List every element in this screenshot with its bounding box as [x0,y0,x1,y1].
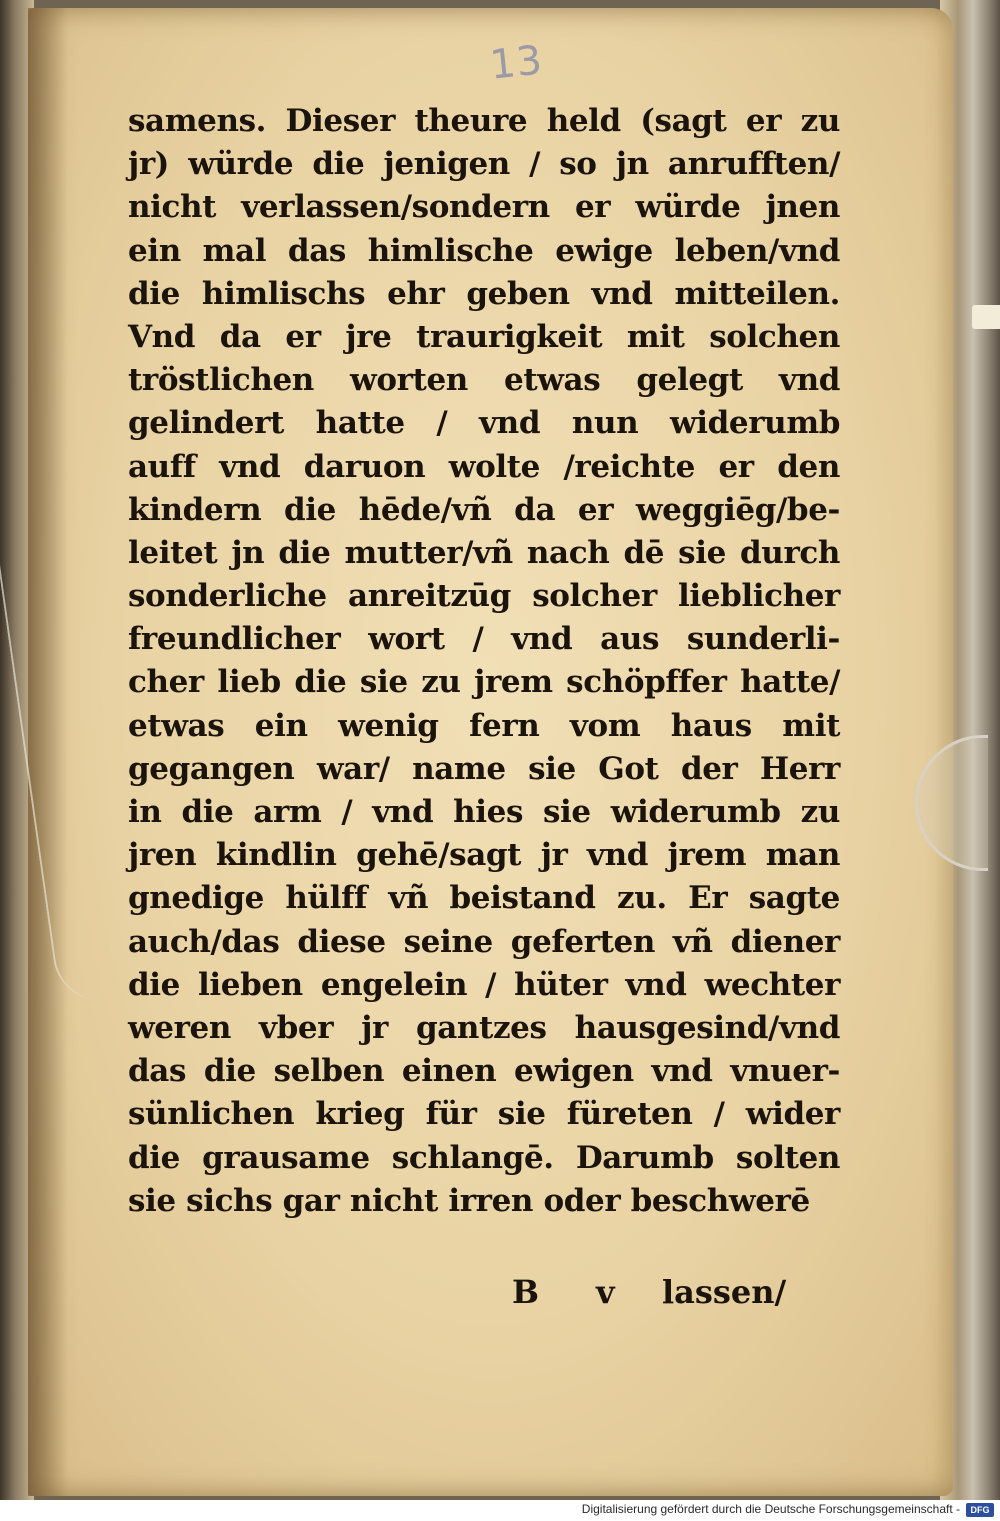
signature-number: v [596,1273,615,1311]
text-line: die lieben engelein / hüter vnd wechter [128,966,840,1003]
text-block [128,100,840,1223]
text-line: die grausame schlangē. Darumb solten [128,1139,840,1176]
text-line: das die selben einen ewigen vnd vnuer- [128,1053,840,1090]
text-line: die himlischs ehr geben vnd mitteilen. [128,275,840,312]
text-line: sie sichs gar nicht irren oder beschwerē [128,1182,810,1219]
footer-credit: Digitalisierung gefördert durch die Deutsche Forschungsgemeinschaft - [581,1502,960,1516]
text-line: sünlichen krieg für sie füreten / wider [128,1096,840,1133]
text-line: cher lieb die sie zu jrem schöpffer hatte/ [128,664,840,701]
text-line: auch/das diese seine geferten vñ diener [128,923,840,960]
text-line: samens. Dieser theure held (sagt er zu [128,103,840,139]
text-line: weren vber jr gantzes hausgesind/vnd [128,1009,840,1046]
text-line: Vnd da er jre traurigkeit mit solchen [128,318,840,355]
text-line: auff vnd daruon wolte /reichte er den [128,448,840,485]
text-line: etwas ein wenig fern vom haus mit [128,707,840,744]
text-line: jr) würde die jenigen / so jn anrufften/ [128,146,840,183]
text-line: sonderliche anreitzūg solcher lieblicher [128,578,840,615]
text-line: jren kindlin gehē/sagt jr vnd jrem man [128,837,840,874]
text-line: ein mal das himlische ewige leben/vnd [128,232,840,269]
text-line: tröstlichen worten etwas gelegt vnd [128,362,840,399]
text-line: freundlicher wort / vnd aus sunderli- [128,621,840,658]
text-line: gegangen war/ name sie Got der Herr [128,750,840,787]
signature-mark: B [512,1273,540,1311]
text-line: nicht verlassen/sondern er würde jnen [128,189,840,226]
text-line: in die arm / vnd hies sie widerumb zu [128,794,840,830]
dfg-logo: DFG [966,1503,994,1517]
catchline [512,1273,822,1323]
catchword: lassen/ [662,1273,787,1311]
text-line: kindern die hēde/vñ da er weggiēg/be- [128,491,840,528]
text-line: leitet jn die mutter/vñ nach dē sie durch [128,534,840,571]
footer-bar [0,1500,1000,1521]
text-line: gelindert hatte / vnd nun widerumb [128,405,840,442]
page-tab [972,305,1000,329]
text-line: gnedige hülff vñ beistand zu. Er sagte [128,880,840,917]
folio-number: 13 [487,37,546,89]
